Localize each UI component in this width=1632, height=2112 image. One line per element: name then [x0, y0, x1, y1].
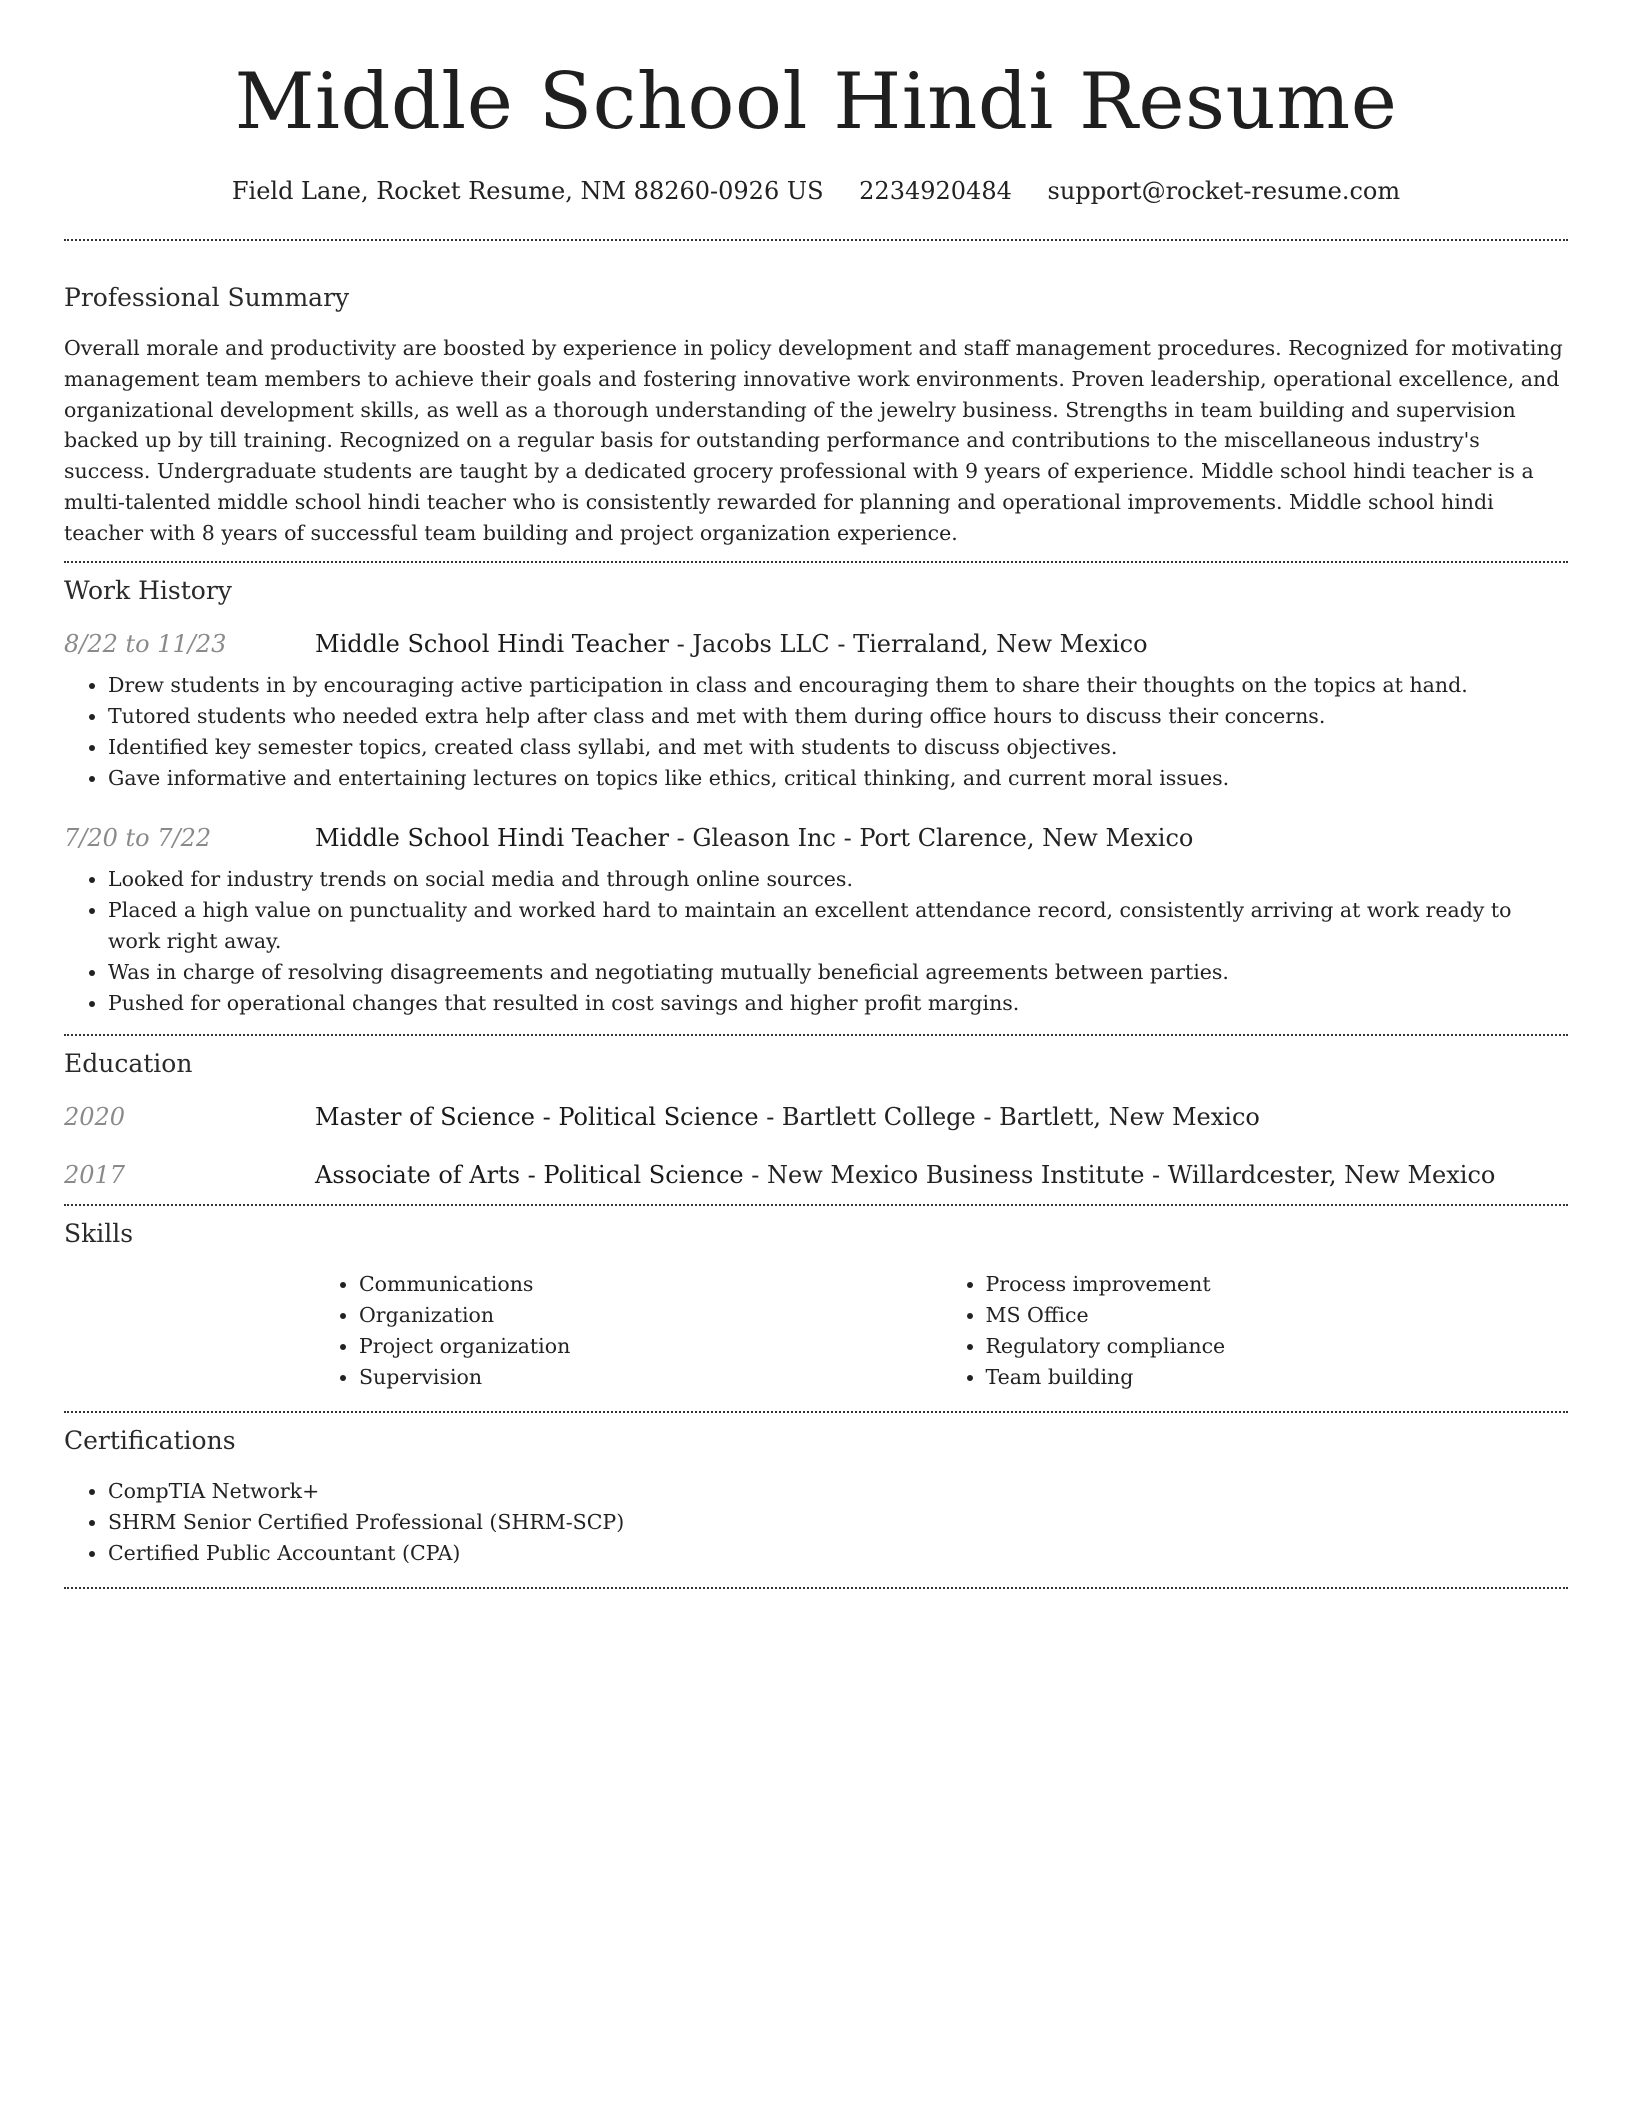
- job-title-line: [315, 630, 1148, 658]
- list-item: • Tutored students who needed extra help after class and met with them during office hours to discuss their concerns.: [108, 701, 1568, 732]
- section-divider: [64, 1411, 1568, 1413]
- section-title-certifications: Certifications: [64, 1425, 236, 1455]
- job-role: Middle School Hindi Teacher: [315, 629, 669, 658]
- section-divider: [64, 561, 1568, 563]
- certifications-list: [64, 1476, 1568, 1569]
- contact-phone: 2234920484: [859, 177, 1012, 205]
- list-item: • Was in charge of resolving disagreements and negotiating mutually beneficial agreements between parties.: [108, 957, 1568, 988]
- job-entry: [64, 824, 1568, 1019]
- list-item: • Team building: [986, 1362, 1569, 1393]
- job-entry: [64, 630, 1568, 794]
- list-item: • Supervision: [359, 1362, 942, 1393]
- section-title-work: Work History: [64, 575, 232, 605]
- section-title-skills: Skills: [64, 1218, 134, 1248]
- section-divider: [64, 239, 1568, 241]
- list-item: • SHRM Senior Certified Professional (SHRM-SCP): [108, 1507, 1568, 1538]
- education-degree: Master of Science - Political Science: [315, 1102, 759, 1131]
- list-item: • Pushed for operational changes that resulted in cost savings and higher profit margins.: [108, 988, 1568, 1019]
- education-entry: [64, 1103, 1568, 1131]
- section-title-summary: Professional Summary: [64, 283, 350, 312]
- section-divider: [64, 1204, 1568, 1206]
- job-details: - Jacobs LLC - Tierraland, New Mexico: [669, 629, 1148, 658]
- skills-grid: [315, 1269, 1568, 1393]
- summary-text: Overall morale and productivity are boosted by experience in policy development and staff management procedures. Recognized for motivating management team members to achieve their goals and fostering innovative work environments. Proven leadership, operational excellence, and organizational development skills, as well as a thorough understanding of the jewelry business. Strengths in team building and supervision backed up by till training. Recognized on a regular basis for outstanding performance and contributions to the miscellaneous industry's success. Undergraduate students are taught by a dedicated grocery professional with 9 years of experience. Middle school hindi teacher is a multi-talented middle school hindi teacher who is consistently rewarded for planning and operational improvements. Middle school hindi teacher with 8 years of successful team building and project organization experience.: [64, 336, 1563, 545]
- list-item: • Placed a high value on punctuality and worked hard to maintain an excellent attendance record, consistently arriving at work ready to work right away.: [108, 895, 1568, 957]
- education-entry: [64, 1161, 1568, 1189]
- education-line: [315, 1103, 1260, 1131]
- resume-name: Middle School Hindi Resume: [234, 57, 1398, 147]
- education-details: - Bartlett College - Bartlett, New Mexico: [758, 1102, 1260, 1131]
- section-divider: [64, 1034, 1568, 1036]
- contact-line: [64, 174, 1568, 208]
- contact-email: support@rocket-resume.com: [1047, 177, 1401, 205]
- job-dates: 7/20 to 7/22: [64, 823, 212, 852]
- list-item: • Certified Public Accountant (CPA): [108, 1538, 1568, 1569]
- section-title-education: Education: [64, 1048, 193, 1078]
- education-year: 2017: [64, 1160, 126, 1189]
- education-details: - New Mexico Business Institute - Willardcester, New Mexico: [743, 1160, 1496, 1189]
- contact-address: Field Lane, Rocket Resume, NM 88260-0926 US: [231, 177, 824, 205]
- skills-list-left: [315, 1269, 942, 1393]
- list-item: • Gave informative and entertaining lectures on topics like ethics, critical thinking, and current moral issues.: [108, 763, 1568, 794]
- education-degree: Associate of Arts - Political Science: [315, 1160, 744, 1189]
- job-header: [64, 630, 1568, 658]
- job-header: [64, 824, 1568, 852]
- list-item: • Looked for industry trends on social media and through online sources.: [108, 864, 1568, 895]
- education-year: 2020: [64, 1102, 126, 1131]
- list-item: • Process improvement: [986, 1269, 1569, 1300]
- list-item: • Project organization: [359, 1331, 942, 1362]
- education-line: [315, 1161, 1495, 1189]
- list-item: • Regulatory compliance: [986, 1331, 1569, 1362]
- job-title-line: [315, 824, 1193, 852]
- section-divider: [64, 1587, 1568, 1589]
- list-item: • CompTIA Network+: [108, 1476, 1568, 1507]
- list-item: • MS Office: [986, 1300, 1569, 1331]
- job-bullets: [64, 670, 1568, 794]
- list-item: • Organization: [359, 1300, 942, 1331]
- job-role: Middle School Hindi Teacher: [315, 823, 669, 852]
- list-item: • Identified key semester topics, created class syllabi, and met with students to discuss objectives.: [108, 732, 1568, 763]
- list-item: • Drew students in by encouraging active participation in class and encouraging them to share their thoughts on the topics at hand.: [108, 670, 1568, 701]
- list-item: • Communications: [359, 1269, 942, 1300]
- skills-list-right: [942, 1269, 1569, 1393]
- job-details: - Gleason Inc - Port Clarence, New Mexico: [669, 823, 1194, 852]
- job-bullets: [64, 864, 1568, 1019]
- job-dates: 8/22 to 11/23: [64, 629, 227, 658]
